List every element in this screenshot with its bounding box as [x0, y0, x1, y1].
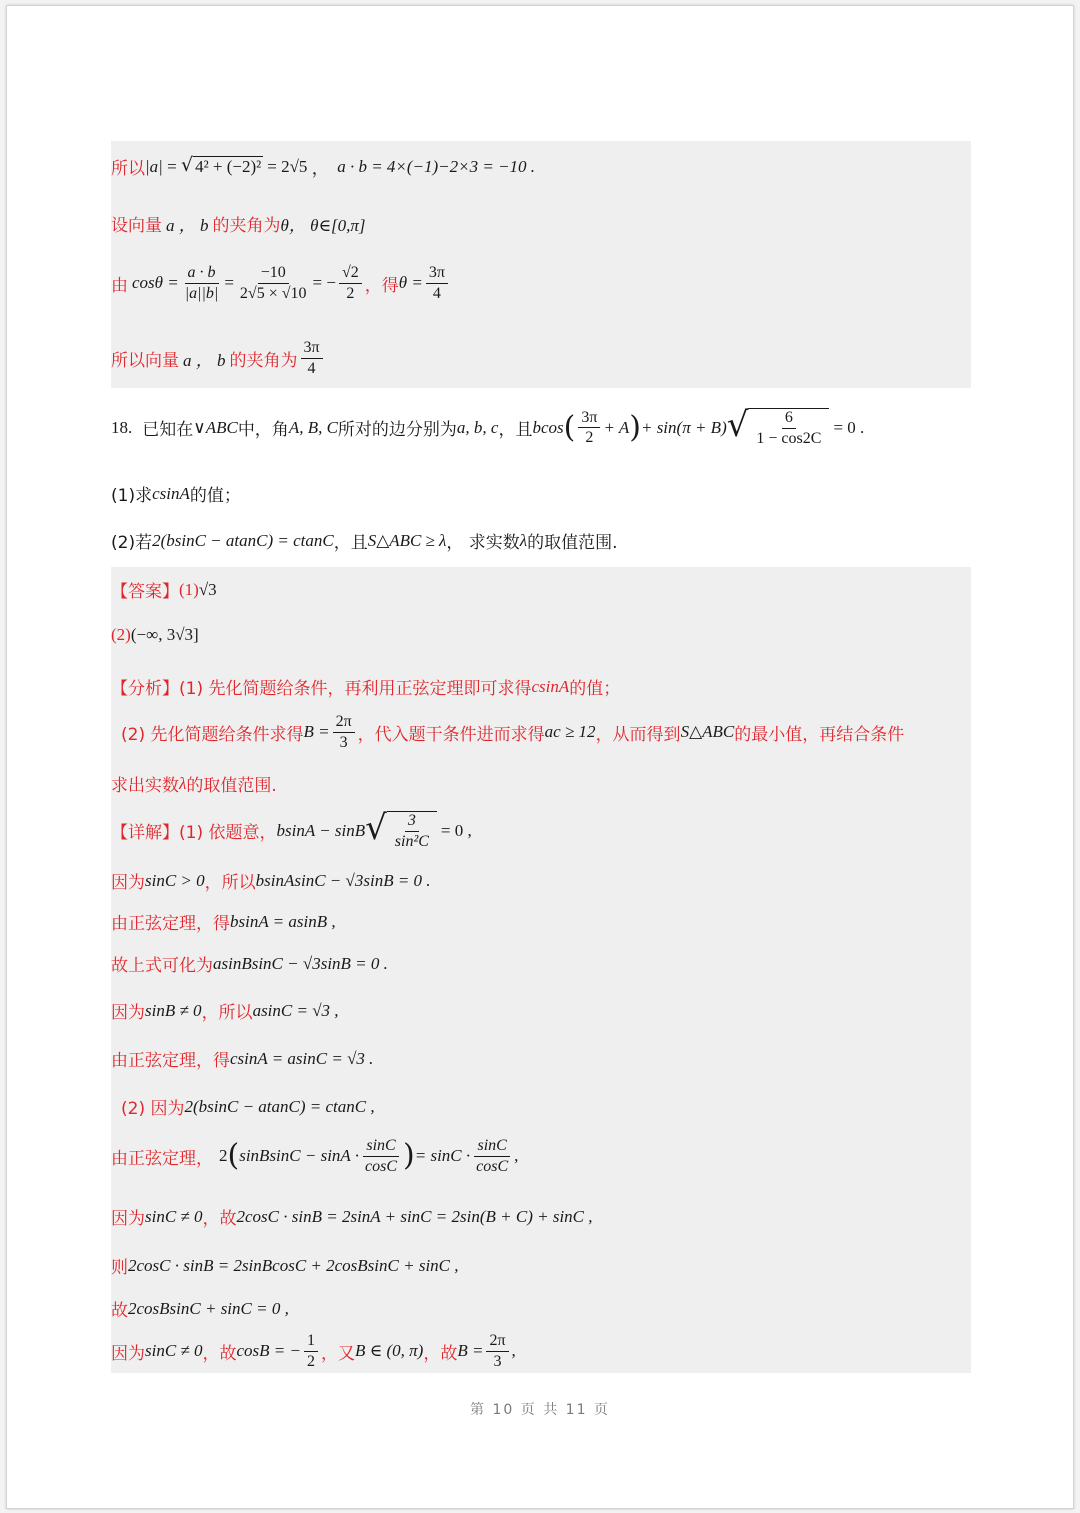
fraction: $\frac{a \cdot b}{|a||b|}$: [184, 264, 219, 302]
answer-2: (2) (−∞, 3√3]: [111, 625, 199, 644]
detail-12: 因为 sinC ≠ 0 ，故 cosB = − $\frac{1}{2}$ ，又 B ∈ (0, π) ，故 B = $\frac{2\pi}{3}$ ,: [111, 1332, 516, 1370]
fraction: $\frac{1}{2}$: [304, 1332, 318, 1370]
fraction: $\frac{3\pi}{4}$: [301, 339, 323, 377]
detail-9: 因为 sinC ≠ 0 ，故 2cosC · sinB = 2sinA + sinC = 2sin(B + C) + sinC ,: [111, 1206, 593, 1229]
detail-1: 【详解】 (1) 依题意， bsinA − sinB √ $\frac{3}{\text{sin²C}}$ = 0 ,: [111, 808, 472, 850]
detail-7: (2) 因为 2(bsinC − atanC) = ctanC ,: [121, 1096, 375, 1119]
detail-4: 故上式可化为 asinBsinC − √3sinB = 0 .: [111, 953, 388, 976]
analysis-1: 【分析】 (1) 先化简题给条件，再利用正弦定理即可求得 csinA 的值；: [111, 676, 621, 699]
prev-line-4: 所以向量 a ， b 的夹角为 $\frac{3\pi}{4}$: [111, 339, 971, 377]
fraction: $\frac{3}{\text{sin²C}}$: [394, 812, 429, 850]
problem-statement: 18. 已知在 ∨ABC 中，角 A, B, C 所对的边分别为 a, b, c ，且 bcos ( $\frac{3\pi}{2}$ + A ) + sin(π + B) √ $\frac{6}{1 - \cos 2C}$ = 0 .: [111, 405, 865, 447]
analysis-3: 求出实数 λ 的取值范围.: [111, 773, 277, 796]
detail-10: 则 2cosC · sinB = 2sinBcosC + 2cosBsinC + sinC ,: [111, 1255, 459, 1278]
fraction: $\frac{6}{1 - \cos 2C}$: [756, 409, 822, 447]
detail-11: 故 2cosBsinC + sinC = 0 ,: [111, 1298, 289, 1321]
question-1: (1)求 csinA 的值；: [111, 483, 241, 506]
detail-5: 因为 sinB ≠ 0 ，所以 asinC = √3 ,: [111, 1000, 339, 1023]
fraction: $\frac{2\pi}{3}$: [333, 713, 355, 751]
prev-line-3: 由 cosθ = $\frac{a \cdot b}{|a||b|}$ = $\frac{-10}{2√5 \times √10}$ = − $\frac{√2}{2}$ ，得 θ = $\frac{3\pi}{4}$: [111, 264, 971, 302]
fraction: $\frac{3\pi}{2}$: [578, 409, 600, 447]
prev-line-2: 设向量 a ， b 的夹角为 θ， θ∈[0,π]: [111, 216, 366, 236]
fraction: $\frac{3\pi}{4}$: [426, 264, 448, 302]
page-footer: 第 10 页 共 11 页: [470, 1402, 610, 1418]
detail-2: 因为 sinC > 0 ，所以 bsinAsinC − √3sinB = 0 .: [111, 870, 431, 893]
fraction: $\frac{√2}{2}$: [339, 264, 362, 302]
fraction: $\frac{2\pi}{3}$: [486, 1332, 508, 1370]
question-2: (2)若 2(bsinC − atanC) = ctanC ，且 S △ABC ≥ λ ， 求实数 λ 的取值范围.: [111, 530, 618, 553]
fraction: $\frac{-10}{2√5 \times √10}$: [239, 264, 307, 302]
document-page: [6, 5, 1074, 1509]
detail-6: 由正弦定理，得 csinA = asinC = √3 .: [111, 1048, 374, 1071]
sqrt: √ $\frac{3}{\text{sin²C}}$: [365, 811, 437, 850]
analysis-2: (2) 先化简题给条件求得 B = $\frac{2\pi}{3}$ ，代入题干条件进而求得 ac ≥ 12 ，从而得到 S △ABC 的最小值，再结合条件: [121, 713, 905, 751]
detail-3: 由正弦定理，得 bsinA = asinB ,: [111, 911, 336, 934]
sqrt: √ $\frac{6}{1 - \cos 2C}$: [727, 408, 830, 447]
sqrt: √ 4² + (−2)²: [180, 154, 262, 176]
fraction: $\frac{\sin C}{\cos C}$: [476, 1137, 509, 1175]
fraction: $\frac{\sin C}{\cos C}$: [365, 1137, 398, 1175]
answer-1: 【答案】 (1) √3: [111, 579, 217, 602]
detail-8: 由正弦定理， 2 ( sinBsinC − sinA · $\frac{\sin C}{\cos C}$ ) = sinC · $\frac{\sin C}{\cos C}$ ,: [111, 1137, 519, 1175]
prev-line-1: 所以 |a| = √ 4² + (−2)² = 2√5 ， a · b = 4×(−1)−2×3 = −10 .: [111, 154, 536, 179]
